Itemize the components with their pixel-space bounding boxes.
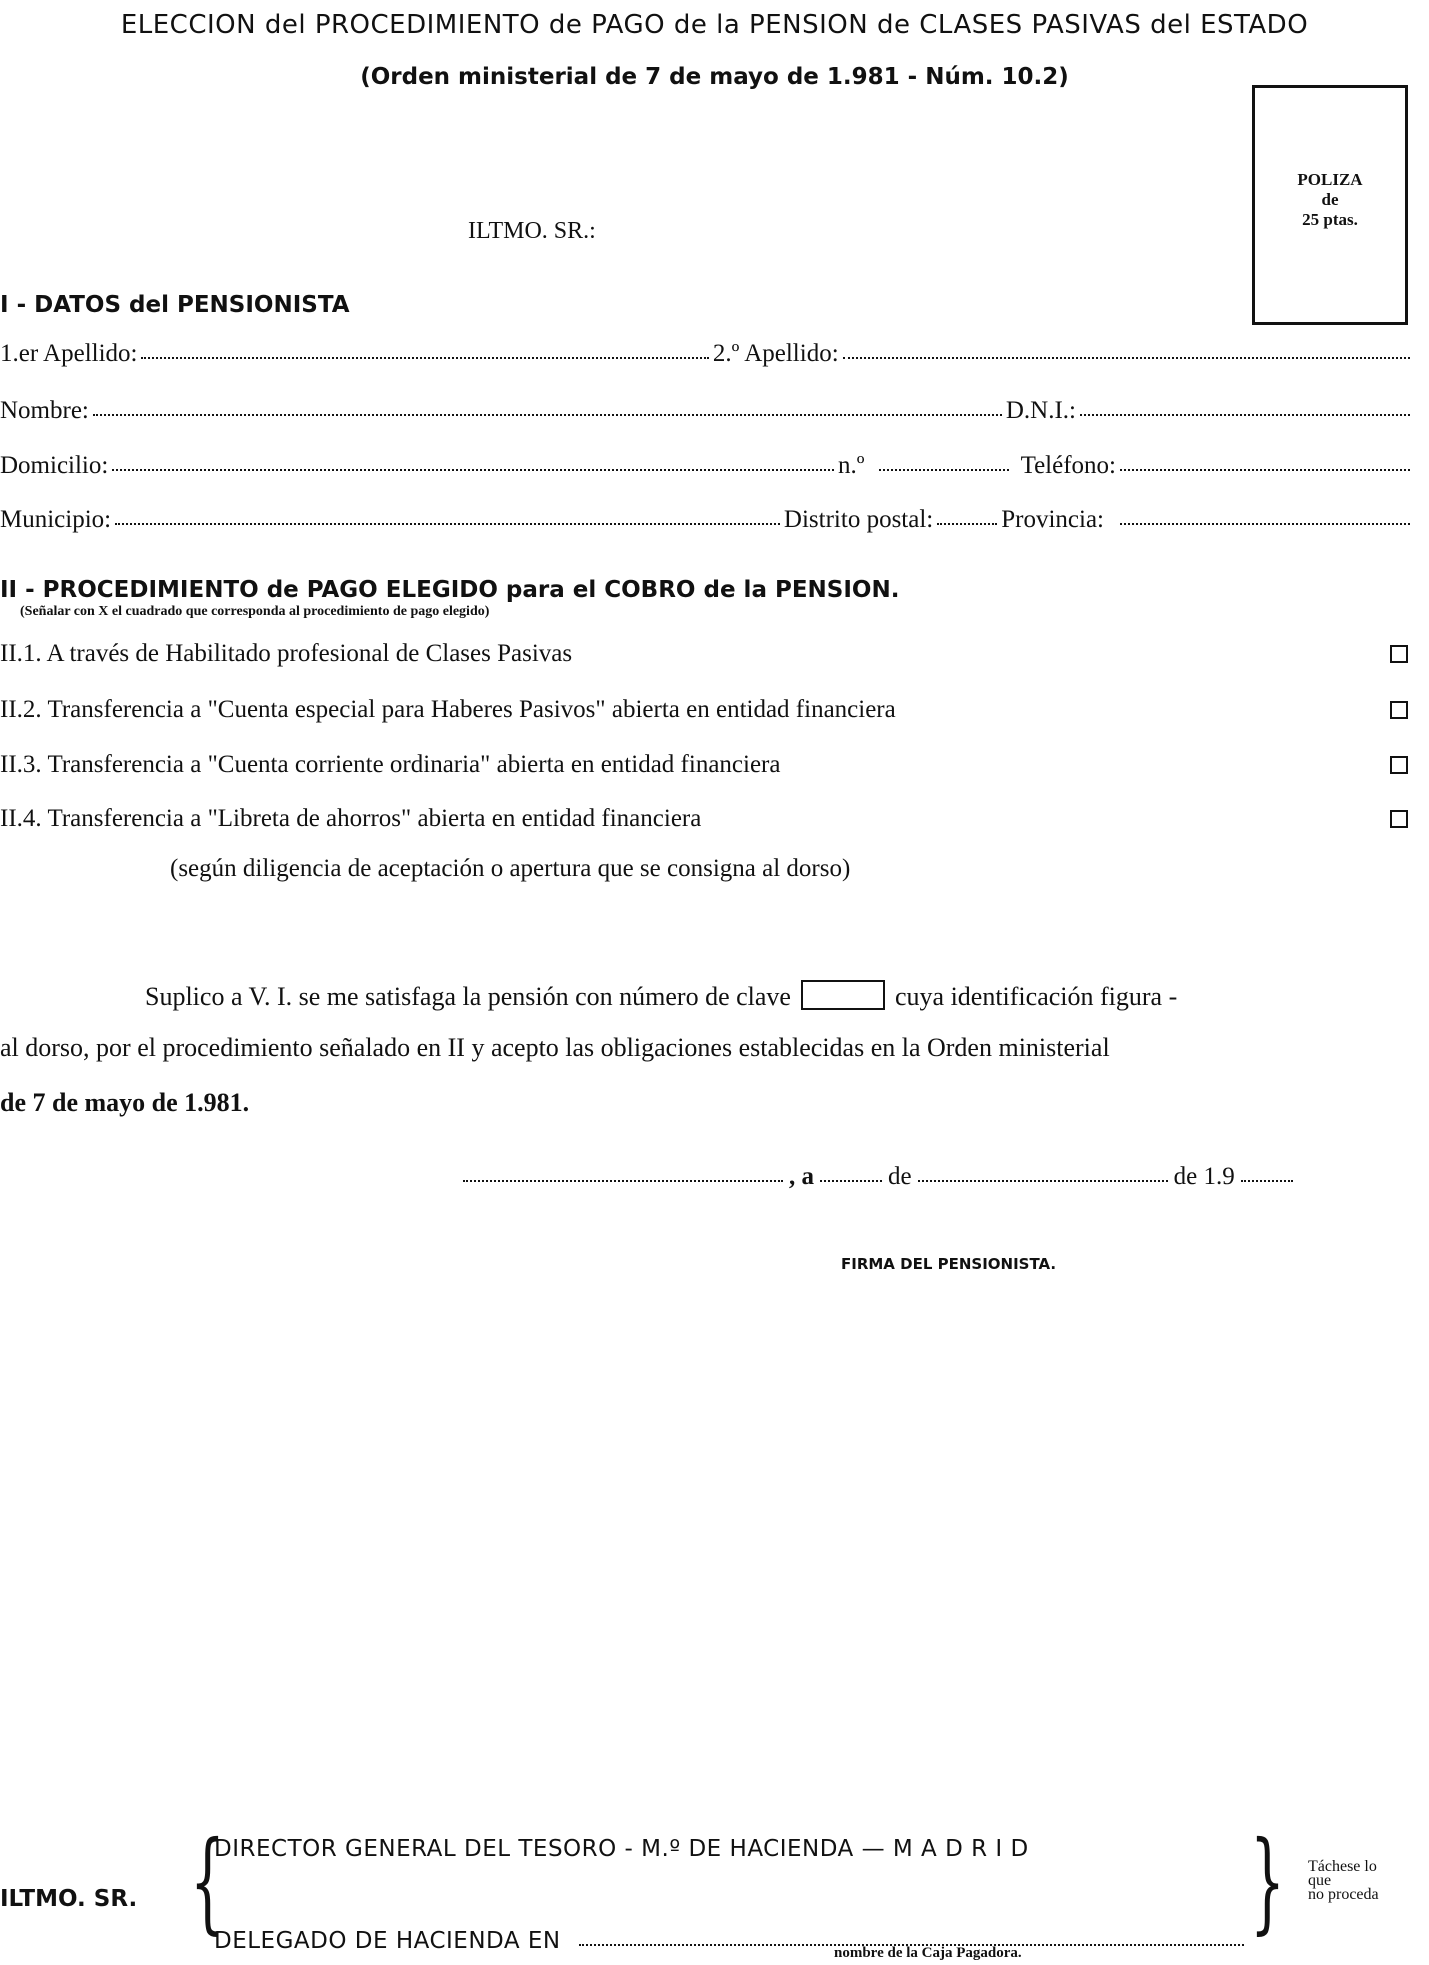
stamp-line-price: 25 ptas. — [1302, 210, 1358, 229]
request-text-1: Suplico a V. I. se me satisfaga la pensión con número de clave — [145, 982, 791, 1011]
distrito-field[interactable] — [937, 523, 997, 525]
request-line-1 — [145, 980, 1415, 1012]
numero-label: n.º — [838, 452, 865, 479]
stamp-line-de: de — [1321, 190, 1339, 209]
apellido2-field[interactable] — [843, 357, 1410, 359]
form-subtitle: (Orden ministerial de 7 de mayo de 1.981 - Núm. 10.2) — [360, 64, 1069, 90]
option-row — [0, 751, 1414, 779]
numero-field[interactable] — [879, 469, 1009, 471]
option-4-label: II.4. Transferencia a "Libreta de ahorros" abierta en entidad financiera — [0, 805, 702, 832]
dni-label: D.N.I.: — [1005, 397, 1076, 424]
municipio-label: Municipio: — [0, 506, 112, 533]
domicilio-field[interactable] — [112, 469, 834, 471]
option-3-checkbox[interactable] — [1390, 756, 1408, 774]
row-nombre — [0, 397, 1414, 425]
strike-instruction — [1308, 1860, 1379, 1902]
stamp-box — [1252, 85, 1408, 325]
dni-field[interactable] — [1080, 414, 1410, 416]
date-a-label: , a — [789, 1163, 814, 1190]
date-de-label: de — [888, 1163, 912, 1190]
telefono-label: Teléfono: — [1020, 452, 1116, 479]
day-field[interactable] — [820, 1180, 882, 1182]
telefono-field[interactable] — [1120, 469, 1410, 471]
row-apellidos — [0, 340, 1414, 368]
date-row — [463, 1163, 1414, 1191]
option-3-label: II.3. Transferencia a "Cuenta corriente ordinaria" abierta en entidad financiera — [0, 751, 781, 778]
option-row — [0, 805, 1414, 833]
option-2-checkbox[interactable] — [1390, 701, 1408, 719]
delegado-label: DELEGADO DE HACIENDA EN — [214, 1928, 561, 1954]
municipio-field[interactable] — [115, 523, 780, 525]
apellido1-field[interactable] — [141, 357, 708, 359]
apellido2-label: 2.º Apellido: — [712, 340, 839, 367]
section2-note: (Señalar con X el cuadrado que corresponda al procedimiento de pago elegido) — [20, 604, 490, 619]
nombre-label: Nombre: — [0, 397, 89, 424]
domicilio-label: Domicilio: — [0, 452, 109, 479]
row-domicilio — [0, 452, 1414, 480]
request-line-3: de 7 de mayo de 1.981. — [0, 1088, 250, 1117]
request-text-2: cuya identificación figura - — [894, 982, 1178, 1011]
addressee: ILTMO. SR.: — [468, 218, 596, 244]
place-field[interactable] — [463, 1180, 783, 1182]
strike-instruction-line-1: Táchese lo — [1308, 1858, 1377, 1875]
stamp-line-poliza: POLIZA — [1297, 170, 1363, 189]
signature-label: FIRMA DEL PENSIONISTA. — [841, 1255, 1057, 1273]
option-2-label: II.2. Transferencia a "Cuenta especial para Haberes Pasivos" abierta en entidad financiera — [0, 696, 896, 723]
provincia-field[interactable] — [1120, 523, 1410, 525]
strike-instruction-line-3: no proceda — [1308, 1886, 1379, 1903]
option-4-checkbox[interactable] — [1390, 810, 1408, 828]
footer-addressee: ILTMO. SR. — [0, 1886, 138, 1912]
clave-input-box[interactable] — [801, 980, 885, 1010]
month-field[interactable] — [918, 1180, 1168, 1182]
form-title: ELECCION del PROCEDIMIENTO de PAGO de la PENSION de CLASES PASIVAS del ESTADO — [120, 10, 1309, 40]
apellido1-label: 1.er Apellido: — [0, 340, 138, 367]
request-line-2: al dorso, por el procedimiento señalado en II y acepto las obligaciones establecidas en la Orden ministerial — [0, 1033, 1110, 1062]
distrito-label: Distrito postal: — [783, 506, 934, 533]
section2-heading: II - PROCEDIMIENTO de PAGO ELEGIDO para el COBRO de la PENSION. — [0, 577, 900, 603]
provincia-label: Provincia: — [1001, 506, 1104, 533]
nombre-field[interactable] — [93, 414, 1002, 416]
row-municipio — [0, 506, 1414, 534]
date-year-label: de 1.9 — [1173, 1163, 1235, 1190]
option-1-checkbox[interactable] — [1390, 645, 1408, 663]
section1-heading: I - DATOS del PENSIONISTA — [0, 292, 350, 318]
option-1-label: II.1. A través de Habilitado profesional de Clases Pasivas — [0, 640, 573, 667]
footer-option-director: DIRECTOR GENERAL DEL TESORO - M.º DE HACIENDA — M A D R I D — [214, 1836, 1029, 1862]
strike-instruction-line-2: que — [1308, 1872, 1332, 1889]
acceptance-note: (según diligencia de aceptación o apertura que se consigna al dorso) — [170, 855, 851, 882]
stamp-text — [1255, 170, 1405, 230]
option-row — [0, 640, 1414, 668]
left-brace: { — [190, 1817, 225, 1945]
right-brace: } — [1250, 1817, 1285, 1945]
footer-option-delegado — [214, 1928, 1250, 1954]
option-row — [0, 696, 1414, 724]
caja-pagadora-label: nombre de la Caja Pagadora. — [834, 1945, 1022, 1961]
year-field[interactable] — [1241, 1180, 1293, 1182]
